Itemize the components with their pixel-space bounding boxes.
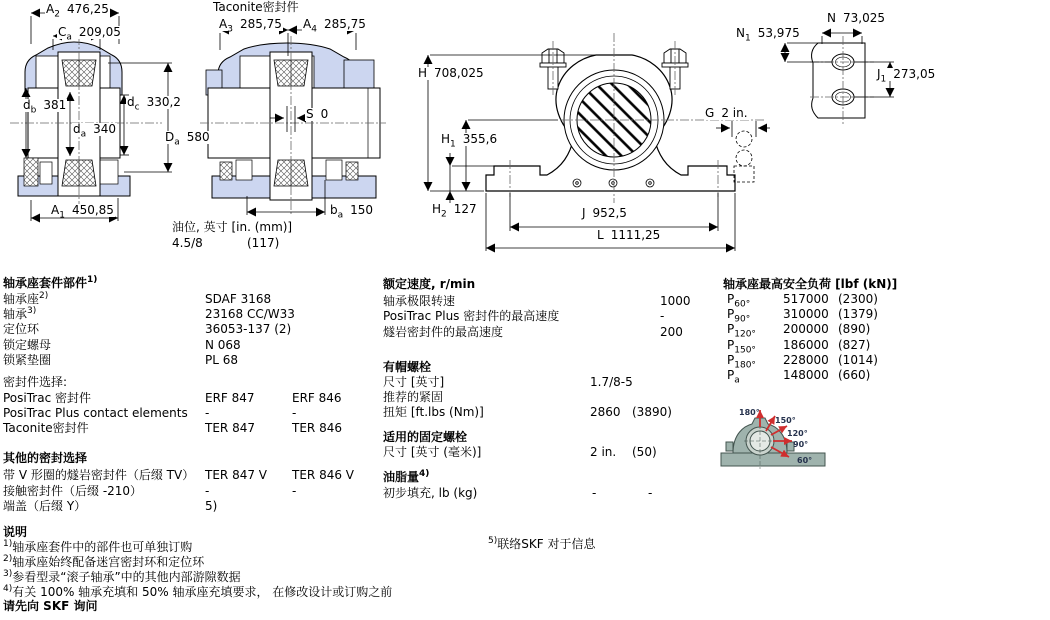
load-angle-150: 150° [775,416,796,425]
parts-row-label: 轴承$^{3)}$ [3,306,37,321]
other-seal-row-label: 接触密封件（后缀 -210） [3,484,143,498]
seal-row-v2: TER 846 [292,421,342,435]
speed-row-value: 1000 [660,294,691,308]
parts-row-value: 23168 CC/W33 [205,307,295,321]
seal-row-label: Taconite密封件 [3,421,89,435]
load-row-v2: (1379) [838,307,878,321]
dim-label-h: H 708,025 [418,66,484,80]
attach-bolt-size-label: 尺寸 [英寸 (毫米)] [383,445,482,459]
load-row-sym: $P_a$ [727,368,740,386]
dim-label-ba: $b_a$ 150 [330,203,374,221]
dim-label-a3: $A_3$ 285,75 [219,17,282,35]
taconite-view-drawing [200,0,390,230]
grease-v2: - [648,486,653,500]
other-seal-row-v1: 5) [205,499,218,513]
load-row-sym: $P_{120^\circ}$ [727,322,756,340]
load-row-sym: $P_{150^\circ}$ [727,338,756,356]
dim-label-n: N 73,025 [827,11,885,25]
taconite-title: Taconite密封件 [213,0,299,14]
load-row-v1: 310000 [783,307,829,321]
load-row-sym: $P_{60^\circ}$ [727,292,751,310]
speed-row-label: PosiTrac Plus 密封件的最高速度 [383,309,560,323]
load-row-v1: 228000 [783,353,829,367]
oil-level-value-mm: (117) [247,236,280,250]
footnote-2: $^{2)}$轴承座始终配备迷宫密封环和定位环 [3,554,205,569]
dim-label-db: $d_b$ 381 [23,98,67,116]
speeds-title: 额定速度, r/min [383,277,476,291]
dim-label-h2: $H_2$ 127 [432,202,477,220]
cap-bolts-title: 有帽螺栓 [383,360,432,374]
dim-label-s: S 0 [306,107,329,121]
other-seal-row-label: 端盖（后缀 Y） [3,499,87,513]
dim-label-dc: $d_c$ 330,2 [127,95,181,113]
seal-row-v1: - [205,406,210,420]
load-row-v2: (890) [838,322,871,336]
load-row-v1: 186000 [783,338,829,352]
parts-row-value: PL 68 [205,353,239,367]
other-seal-row-v1: - [205,484,210,498]
dim-label-ca: $C_a$ 209,05 [58,25,121,43]
seal-row-v2: ERF 846 [292,391,342,405]
parts-row-label: 锁紧垫圈 [3,353,52,367]
attach-bolt-v2: (50) [632,445,657,459]
cap-bolt-torque-v1: 2860 [590,405,621,419]
seal-row-v1: TER 847 [205,421,255,435]
other-seal-row-v1: TER 847 V [205,468,267,482]
load-row-v2: (827) [838,338,871,352]
grease-title: 油脂量$^{4)}$ [383,469,430,484]
grease-v1: - [592,486,597,500]
dim-label-l: L 1111,25 [597,228,661,242]
dim-label-da-cap: $D_a$ 580 [165,130,210,148]
other-seal-row-v2: - [292,484,297,498]
cap-bolt-torque-label: 扭矩 [ft.lbs (Nm)] [383,405,484,419]
load-angle-90: 90° [793,440,809,449]
cap-bolt-torque-v2: (3890) [632,405,672,419]
footnotes-title: 说明 [3,525,28,539]
attach-bolt-v1: 2 in. [590,445,617,459]
seals-header: 密封件选择: [3,375,68,389]
load-row-v2: (1014) [838,353,878,367]
cap-bolt-rec-label: 推荐的紧固 [383,390,444,404]
dim-label-a1: $A_1$ 450,85 [51,203,114,221]
load-angle-180: 180° [739,408,760,417]
dim-label-a4: $A_4$ 285,75 [303,17,366,35]
parts-row-label: 轴承座$^{2)}$ [3,291,49,306]
speed-row-value: - [660,309,665,323]
loads-title: 轴承座最高安全负荷 [lbf (kN)] [723,277,898,291]
speed-row-value: 200 [660,325,683,339]
parts-row-label: 定位环 [3,322,40,336]
parts-row-label: 锁定螺母 [3,338,52,352]
seal-row-label: PosiTrac Plus contact elements [3,406,188,420]
dim-label-da: $d_a$ 340 [73,122,117,140]
parts-row-value: N 068 [205,338,241,352]
other-seal-row-label: 带 V 形圈的燧岩密封件（后缀 TV） [3,468,195,482]
footnote-3: $^{3)}$参看型录“滚子轴承”中的其他内部游隙数据 [3,569,241,584]
parts-row-value: SDAF 3168 [205,292,272,306]
speed-row-label: 燧岩密封件的最高速度 [383,325,504,339]
attach-bolts-title: 适用的固定螺栓 [383,430,468,444]
footnote-1: $^{1)}$轴承座套件中的部件也可单独订购 [3,539,193,554]
seal-row-label: PosiTrac 密封件 [3,391,92,405]
oil-level-label: 油位, 英寸 [in. (mm)] [172,220,293,234]
load-row-v2: (2300) [838,292,878,306]
cap-bolt-size-value: 1.7/8-5 [590,375,633,389]
grease-row-label: 初步填充, lb (kg) [383,486,478,500]
load-row-v1: 148000 [783,368,829,382]
load-row-v1: 517000 [783,292,829,306]
load-angle-60: 60° [797,456,813,465]
dim-label-j1: $J_1$ 273,05 [877,67,936,85]
load-row-sym: $P_{90^\circ}$ [727,307,751,325]
seal-row-v1: ERF 847 [205,391,255,405]
load-row-v2: (660) [838,368,871,382]
seal-row-v2: - [292,406,297,420]
parts-row-value: 36053-137 (2) [205,322,292,336]
speed-row-label: 轴承极限转速 [383,294,456,308]
cap-bolt-size-label: 尺寸 [英寸] [383,375,445,389]
dim-label-h1: $H_1$ 355,6 [441,132,498,150]
dim-label-n1: $N_1$ 53,975 [736,26,800,44]
dim-label-a2: $A_2$ 476,25 [46,2,109,20]
load-row-sym: $P_{180^\circ}$ [727,353,756,371]
other-seal-row-v2: TER 846 V [292,468,354,482]
load-row-v1: 200000 [783,322,829,336]
other-seals-title: 其他的密封选择 [3,451,88,465]
footnote-5: $^{5)}$联络SKF 对于信息 [488,536,596,551]
parts-title: 轴承座套件部件$^{1)}$ [3,275,98,290]
load-angle-120: 120° [787,429,808,438]
oil-level-value-in: 4.5/8 [172,236,203,250]
dim-label-g: G 2 in. [705,106,748,120]
dim-label-j: J 952,5 [582,206,627,220]
footnote-4: $^{4)}$有关 100% 轴承充填和 50% 轴承座充填要求， 在修改设计或订购之前 [3,584,393,599]
footnote-bold-line: 请先向 SKF 询问 [3,599,98,613]
